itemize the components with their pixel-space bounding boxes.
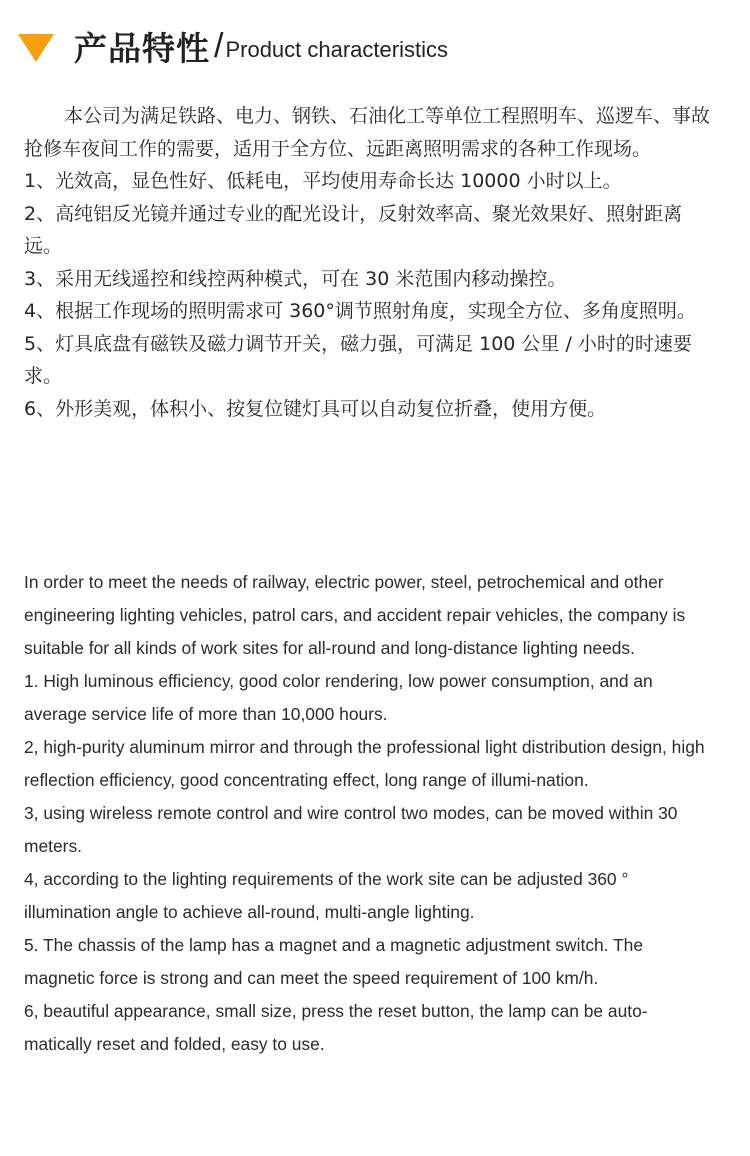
english-feature-item: 4, according to the lighting requirements of the work site can be adjusted 360 ° illumination angle to achieve all-round, multi-angle lighting. <box>24 869 629 922</box>
chinese-feature-item: 6、外形美观，体积小、按复位键灯具可以自动复位折叠，使用方便。 <box>24 397 607 420</box>
section-title-chinese: 产品特性 <box>74 28 210 68</box>
english-feature-item: 2, high-purity aluminum mirror and through the professional light distribution design, high reflection efficiency, good concentrating effect, long range of illumi-nation. <box>24 737 705 790</box>
chinese-feature-item: 1、光效高，显色性好、低耗电，平均使用寿命长达 10000 小时以上。 <box>24 170 622 192</box>
chinese-feature-item: 2、高纯铝反光镜并通过专业的配光设计，反射效率高、聚光效果好、照射距离远。 <box>24 202 683 257</box>
title-separator: / <box>214 26 224 65</box>
chinese-description <box>24 100 710 425</box>
english-feature-item: 5. The chassis of the lamp has a magnet and a magnetic adjustment switch. The magnetic force is strong and can meet the speed requirement of 100 km/h. <box>24 935 643 988</box>
chinese-feature-item: 4、根据工作现场的照明需求可 360°调节照射角度，实现全方位、多角度照明。 <box>24 300 696 322</box>
english-feature-item: 1. High luminous efficiency, good color rendering, low power consumption, and an average service life of more than 10,000 hours. <box>24 671 653 724</box>
triangle-down-icon <box>18 34 54 62</box>
english-feature-item: 3, using wireless remote control and wire control two modes, can be moved within 30 meters. <box>24 803 678 856</box>
section-header <box>18 18 732 74</box>
english-intro-paragraph: In order to meet the needs of railway, electric power, steel, petrochemical and other engineering lighting vehicles, patrol cars, and accident repair vehicles, the company is suitable for all kinds of work sites for all-round and long-distance lighting needs. <box>24 572 686 658</box>
chinese-feature-item: 3、采用无线遥控和线控两种模式，可在 30 米范围内移动操控。 <box>24 267 567 290</box>
chinese-intro-paragraph: 本公司为满足铁路、电力、钢铁、石油化工等单位工程照明车、巡逻车、事故抢修车夜间工作的需要，适用于全方位、远距离照明需求的各种工作现场。 <box>24 105 711 160</box>
chinese-feature-item: 5、灯具底盘有磁铁及磁力调节开关，磁力强，可满足 100 公里 / 小时的时速要求。 <box>24 332 692 387</box>
english-description <box>24 566 714 1061</box>
english-feature-item: 6, beautiful appearance, small size, press the reset button, the lamp can be auto-matically reset and folded, easy to use. <box>24 1001 648 1054</box>
section-title-english: Product characteristics <box>225 37 448 62</box>
